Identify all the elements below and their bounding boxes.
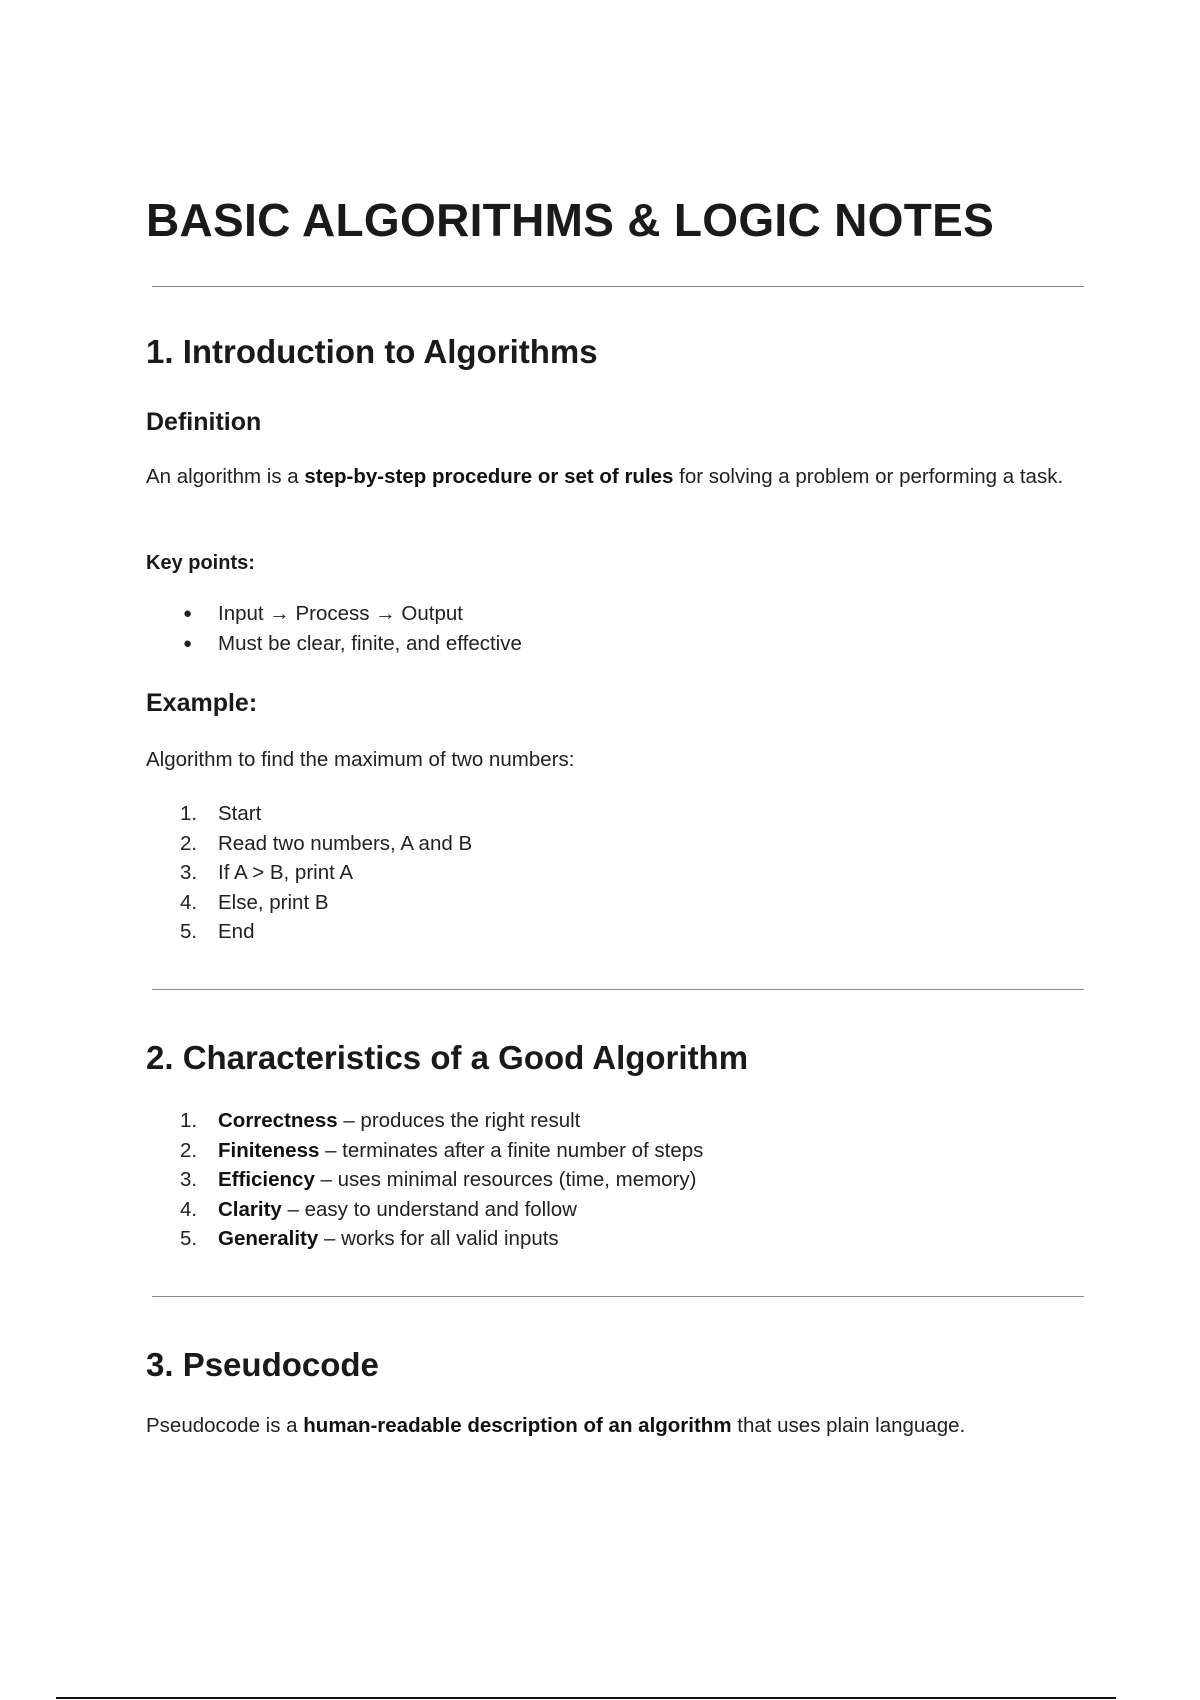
- list-item: [146, 1195, 703, 1225]
- list-number: 5.: [180, 920, 198, 943]
- list-number: 3.: [180, 1168, 198, 1191]
- document-title: BASIC ALGORITHMS & LOGIC NOTES: [146, 194, 995, 246]
- definition-heading: Definition: [146, 408, 262, 436]
- key-point-text: Must be clear, finite, and effective: [218, 631, 522, 655]
- list-item: [146, 1136, 703, 1166]
- characteristic-term: Generality: [218, 1227, 319, 1250]
- list-number: 2.: [180, 1138, 198, 1162]
- step-text: Start: [218, 802, 262, 825]
- characteristic-desc: – works for all valid inputs: [318, 1227, 559, 1250]
- list-number: 4.: [180, 890, 198, 914]
- list-item: [146, 1106, 703, 1136]
- bullet-icon: ●: [183, 634, 193, 652]
- characteristic-desc: – easy to understand and follow: [281, 1197, 577, 1221]
- list-item: [146, 917, 472, 947]
- list-item: [146, 799, 472, 829]
- list-item: [146, 1165, 703, 1195]
- characteristic-desc: – uses minimal resources (time, memory): [314, 1168, 697, 1191]
- page-bottom-border: [56, 1697, 1116, 1699]
- list-number: 1.: [180, 802, 198, 825]
- list-item: [146, 858, 472, 888]
- list-number: 2.: [180, 831, 198, 855]
- list-number: 3.: [180, 861, 198, 884]
- key-points-list: [146, 599, 522, 658]
- definition-text-pre: An algorithm is a: [146, 465, 305, 488]
- list-number: 5.: [180, 1227, 198, 1250]
- definition-paragraph: [146, 462, 1086, 492]
- pseudocode-text-bold: human-readable description of an algorithm: [303, 1414, 732, 1437]
- list-item: [146, 599, 522, 629]
- example-steps-list: [146, 799, 472, 947]
- section-heading-introduction: 1. Introduction to Algorithms: [146, 333, 598, 370]
- list-item: [146, 1224, 703, 1254]
- step-text: End: [218, 920, 255, 943]
- step-text: If A > B, print A: [218, 861, 354, 884]
- pseudocode-paragraph: [146, 1411, 1086, 1441]
- section-heading-characteristics: 2. Characteristics of a Good Algorithm: [146, 1039, 749, 1076]
- divider: [152, 989, 1084, 990]
- example-intro: Algorithm to find the maximum of two numbers:: [146, 748, 575, 771]
- example-heading: Example:: [146, 689, 258, 717]
- definition-text-bold: step-by-step procedure or set of rules: [304, 465, 674, 488]
- section-heading-pseudocode: 3. Pseudocode: [146, 1346, 379, 1383]
- characteristic-desc: – terminates after a finite number of steps: [319, 1138, 704, 1162]
- divider: [152, 286, 1084, 287]
- step-text: Read two numbers, A and B: [218, 831, 473, 855]
- list-item: [146, 829, 472, 859]
- step-text: Else, print B: [218, 890, 329, 914]
- list-number: 4.: [180, 1197, 198, 1221]
- characteristic-desc: – produces the right result: [337, 1109, 581, 1132]
- list-item: [146, 629, 522, 659]
- characteristics-list: [146, 1106, 703, 1254]
- list-number: 1.: [180, 1109, 198, 1132]
- divider: [152, 1296, 1084, 1297]
- bullet-icon: ●: [183, 605, 193, 622]
- pseudocode-text-post: that uses plain language.: [731, 1414, 966, 1437]
- definition-text-post: for solving a problem or performing a task.: [673, 465, 1064, 488]
- key-point-text: Input → Process → Output: [218, 602, 463, 625]
- characteristic-term: Efficiency: [218, 1168, 315, 1191]
- characteristic-term: Finiteness: [218, 1138, 320, 1162]
- characteristic-term: Clarity: [218, 1197, 282, 1221]
- pseudocode-text-pre: Pseudocode is a: [146, 1414, 304, 1437]
- key-points-label: Key points:: [146, 552, 255, 574]
- characteristic-term: Correctness: [218, 1109, 338, 1132]
- list-item: [146, 888, 472, 918]
